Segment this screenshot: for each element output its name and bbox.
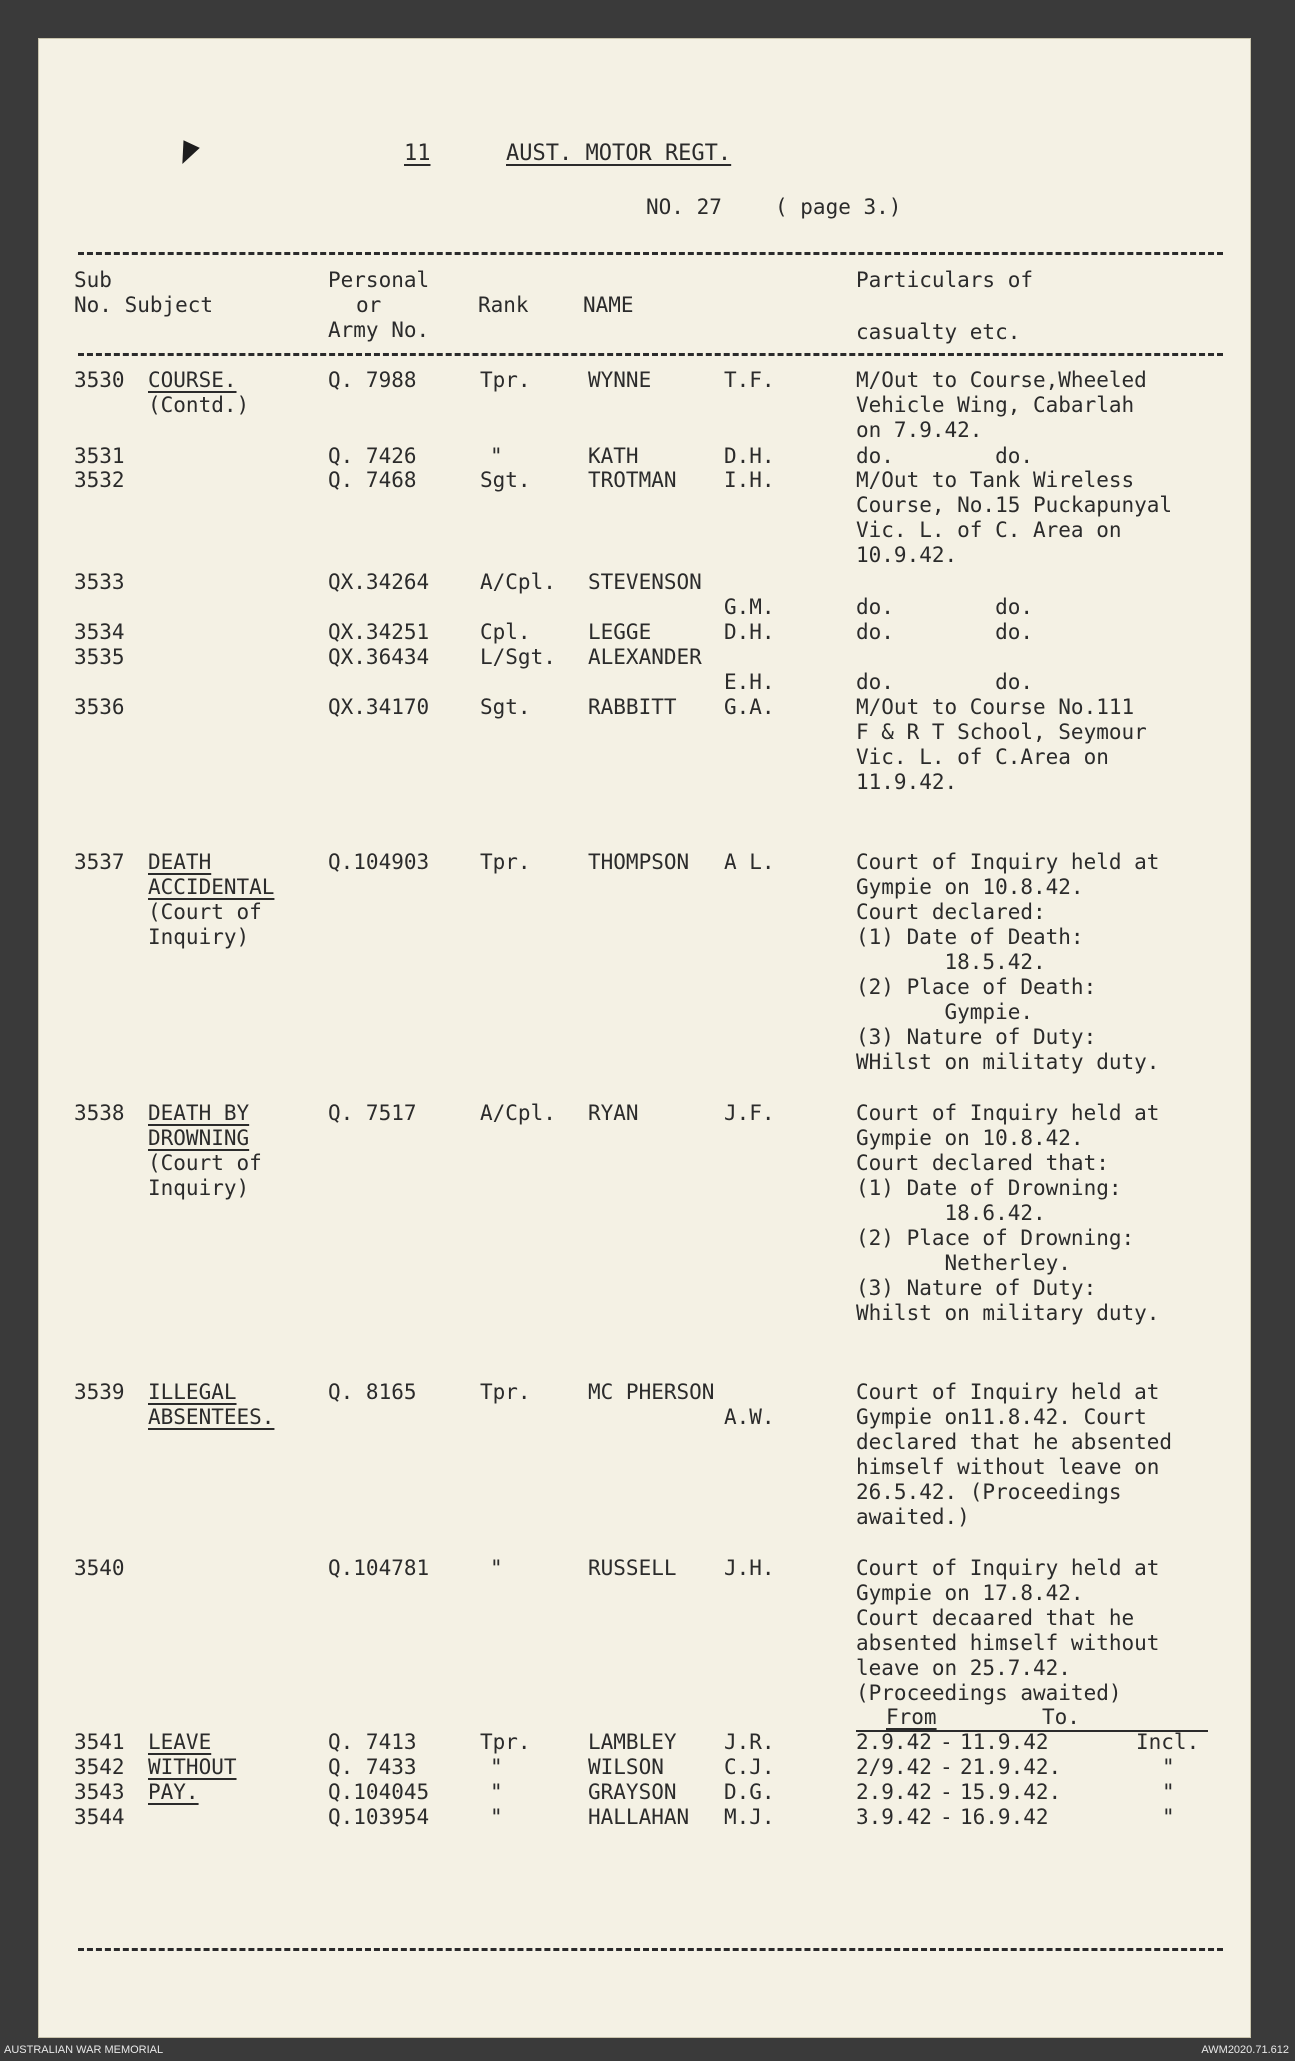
particulars-line: (2) Place of Drowning: xyxy=(856,1226,1135,1250)
particulars-line: Court of Inquiry held at xyxy=(856,1380,1160,1404)
subject-line: (Court of xyxy=(148,900,262,924)
initials: G.A. xyxy=(724,695,775,719)
surname: LAMBLEY xyxy=(588,1730,677,1754)
col-personal: Personal xyxy=(328,268,430,292)
initials: A L. xyxy=(724,850,775,874)
particulars-line: leave on 25.7.42. xyxy=(856,1656,1071,1680)
col-particulars: Particulars of xyxy=(856,268,1034,292)
particulars-line: himself without leave on xyxy=(856,1455,1160,1479)
particulars-line: awaited.) xyxy=(856,1505,970,1529)
rank: A/Cpl. xyxy=(480,570,556,594)
leave-from: 2.9.42 xyxy=(856,1730,932,1754)
army-no: Q. 7433 xyxy=(328,1755,417,1779)
sub-no: 3537 xyxy=(74,850,125,874)
particulars-line: WHilst on militaty duty. xyxy=(856,1050,1160,1074)
rank: " xyxy=(490,1780,503,1804)
army-no: Q.104781 xyxy=(328,1556,430,1580)
initials: C.J. xyxy=(724,1755,775,1779)
particulars-line: 10.9.42. xyxy=(856,543,958,567)
divider-top xyxy=(78,252,1223,255)
sub-no: 3543 xyxy=(74,1780,125,1804)
army-no: Q.104045 xyxy=(328,1780,430,1804)
leave-to: 15.9.42. xyxy=(960,1780,1062,1804)
sub-no: 3538 xyxy=(74,1101,125,1125)
rank: " xyxy=(490,444,503,468)
particulars-line: Gympie on 10.8.42. xyxy=(856,1126,1084,1150)
divider-bottom xyxy=(78,1948,1223,1951)
particulars-line: (1) Date of Drowning: xyxy=(856,1176,1122,1200)
subject-line: ILLEGAL xyxy=(148,1380,237,1404)
particulars-line: Vehicle Wing, Cabarlah xyxy=(856,393,1135,417)
rank: Tpr. xyxy=(480,368,531,392)
army-no: QX.36434 xyxy=(328,645,430,669)
particulars-line: do. do. xyxy=(856,595,1034,619)
initials: D.H. xyxy=(724,620,775,644)
particulars-line: Vic. L. of C.Area on xyxy=(856,745,1109,769)
particulars-line: Court declared that: xyxy=(856,1151,1109,1175)
col-or: or xyxy=(356,293,382,317)
surname: TROTMAN xyxy=(588,468,677,492)
rank: " xyxy=(490,1556,503,1580)
particulars-line: 26.5.42. (Proceedings xyxy=(856,1480,1122,1504)
initials: E.H. xyxy=(724,670,775,694)
subject-line: Inquiry) xyxy=(148,1176,250,1200)
sub-no: 3541 xyxy=(74,1730,125,1754)
sub-no: 3539 xyxy=(74,1380,125,1404)
leave-note: " xyxy=(1162,1780,1175,1804)
initials: A.W. xyxy=(724,1405,775,1429)
particulars-line: Netherley. xyxy=(856,1251,1071,1275)
particulars-line: M/Out to Course,Wheeled xyxy=(856,368,1147,392)
rank: Tpr. xyxy=(480,1380,531,1404)
subject-line: Inquiry) xyxy=(148,925,250,949)
surname: GRAYSON xyxy=(588,1780,677,1804)
leave-note: " xyxy=(1162,1755,1175,1779)
particulars-line: (2) Place of Death: xyxy=(856,975,1097,999)
archive-credit: AUSTRALIAN WAR MEMORIAL xyxy=(4,2044,164,2056)
subject-line: COURSE. xyxy=(148,368,237,392)
subject-line: WITHOUT xyxy=(148,1755,237,1779)
subject-line: DEATH xyxy=(148,850,212,874)
particulars-line: Court declared: xyxy=(856,900,1046,924)
page-indicator: ( page 3.) xyxy=(775,195,902,219)
particulars-line: M/Out to Tank Wireless xyxy=(856,468,1135,492)
unit-title: AUST. MOTOR REGT. xyxy=(506,141,732,166)
initials: T.F. xyxy=(724,368,775,392)
leave-to: 21.9.42. xyxy=(960,1755,1062,1779)
leave-dash: - xyxy=(940,1780,953,1804)
army-no: Q. 8165 xyxy=(328,1380,417,1404)
surname: RUSSELL xyxy=(588,1556,677,1580)
sub-no: 3534 xyxy=(74,620,125,644)
rank: A/Cpl. xyxy=(480,1101,556,1125)
sub-no: 3536 xyxy=(74,695,125,719)
particulars-line: on 7.9.42. xyxy=(856,418,983,442)
particulars-line: 18.6.42. xyxy=(856,1201,1046,1225)
surname: WYNNE xyxy=(588,368,652,392)
surname: MC PHERSON xyxy=(588,1380,715,1404)
leave-note: Incl. xyxy=(1136,1730,1200,1754)
sub-no: 3531 xyxy=(74,444,125,468)
subject-line: (Court of xyxy=(148,1151,262,1175)
leave-to: 11.9.42 xyxy=(960,1730,1049,1754)
rank: L/Sgt. xyxy=(480,645,556,669)
rank: Sgt. xyxy=(480,468,531,492)
particulars-line: (Proceedings awaited) xyxy=(856,1681,1122,1705)
initials: M.J. xyxy=(724,1805,775,1829)
col-sub: Sub xyxy=(74,268,112,292)
subject-line: LEAVE xyxy=(148,1730,212,1754)
sub-no: 3542 xyxy=(74,1755,125,1779)
army-no: QX.34251 xyxy=(328,620,430,644)
surname: ALEXANDER xyxy=(588,645,702,669)
subject-line: ABSENTEES. xyxy=(148,1405,275,1429)
sub-no: 3540 xyxy=(74,1556,125,1580)
army-no: QX.34170 xyxy=(328,695,430,719)
particulars-line: 18.5.42. xyxy=(856,950,1046,974)
particulars-line: Whilst on military duty. xyxy=(856,1301,1160,1325)
army-no: Q. 7426 xyxy=(328,444,417,468)
sub-no: 3532 xyxy=(74,468,125,492)
subject-line: (Contd.) xyxy=(148,393,250,417)
surname: LEGGE xyxy=(588,620,652,644)
surname: HALLAHAN xyxy=(588,1805,690,1829)
col-name: NAME xyxy=(583,293,634,317)
particulars-line: Gympie on 17.8.42. xyxy=(856,1581,1084,1605)
leave-from: 2.9.42 xyxy=(856,1780,932,1804)
particulars-line: (1) Date of Death: xyxy=(856,925,1084,949)
surname: STEVENSON xyxy=(588,570,702,594)
particulars-line: Court decaared that he xyxy=(856,1606,1135,1630)
initials: J.H. xyxy=(724,1556,775,1580)
initials: J.F. xyxy=(724,1101,775,1125)
initials: D.G. xyxy=(724,1780,775,1804)
leave-dash: - xyxy=(940,1730,953,1754)
particulars-line: Gympie on11.8.42. Court xyxy=(856,1405,1147,1429)
unit-number: 11 xyxy=(404,141,431,166)
col-no-subject: No. Subject xyxy=(74,293,214,317)
sub-no: 3533 xyxy=(74,570,125,594)
rank: " xyxy=(490,1805,503,1829)
particulars-line: Court of Inquiry held at xyxy=(856,850,1160,874)
initials: D.H. xyxy=(724,444,775,468)
army-no: Q. 7988 xyxy=(328,368,417,392)
leave-dash: - xyxy=(940,1805,953,1829)
rank: Cpl. xyxy=(480,620,531,644)
army-no: Q. 7468 xyxy=(328,468,417,492)
col-casualty: casualty etc. xyxy=(856,320,1021,344)
surname: RYAN xyxy=(588,1101,639,1125)
surname: THOMPSON xyxy=(588,850,690,874)
particulars-line: do. do. xyxy=(856,670,1034,694)
document-page xyxy=(38,38,1251,2038)
sub-no: 3535 xyxy=(74,645,125,669)
subject-line: ACCIDENTAL xyxy=(148,875,275,899)
leave-from: 2/9.42 xyxy=(856,1755,932,1779)
surname: RABBITT xyxy=(588,695,677,719)
particulars-line: 11.9.42. xyxy=(856,770,958,794)
particulars-line: Court of Inquiry held at xyxy=(856,1556,1160,1580)
initials: I.H. xyxy=(724,468,775,492)
particulars-line: Gympie on 10.8.42. xyxy=(856,875,1084,899)
rank: " xyxy=(490,1755,503,1779)
particulars-line: Court of Inquiry held at xyxy=(856,1101,1160,1125)
order-number: NO. 27 xyxy=(646,195,722,219)
particulars-line: Gympie. xyxy=(856,1000,1034,1024)
sub-no: 3530 xyxy=(74,368,125,392)
surname: WILSON xyxy=(588,1755,664,1779)
army-no: QX.34264 xyxy=(328,570,430,594)
rank: Sgt. xyxy=(480,695,531,719)
rank: Tpr. xyxy=(480,850,531,874)
subject-line: DROWNING xyxy=(148,1126,250,1150)
particulars-line: do. do. xyxy=(856,620,1034,644)
initials: G.M. xyxy=(724,595,775,619)
leave-to-header: To. xyxy=(1042,1705,1080,1729)
subject-line: DEATH BY xyxy=(148,1101,250,1125)
particulars-line: declared that he absented xyxy=(856,1430,1173,1454)
initials: J.R. xyxy=(724,1730,775,1754)
particulars-line: Course, No.15 Puckapunyal xyxy=(856,493,1173,517)
rank: Tpr. xyxy=(480,1730,531,1754)
leave-from: 3.9.42 xyxy=(856,1805,932,1829)
army-no: Q.104903 xyxy=(328,850,430,874)
particulars-line: Vic. L. of C. Area on xyxy=(856,518,1122,542)
leave-to: 16.9.42 xyxy=(960,1805,1049,1829)
sub-no: 3544 xyxy=(74,1805,125,1829)
particulars-line: absented himself without xyxy=(856,1631,1160,1655)
army-no: Q. 7413 xyxy=(328,1730,417,1754)
particulars-line: (3) Nature of Duty: xyxy=(856,1276,1097,1300)
ink-mark xyxy=(174,140,200,168)
leave-note: " xyxy=(1162,1805,1175,1829)
subject-line: PAY. xyxy=(148,1780,199,1804)
col-rank: Rank xyxy=(478,293,529,317)
particulars-line: do. do. xyxy=(856,444,1034,468)
particulars-line: F & R T School, Seymour xyxy=(856,720,1147,744)
particulars-line: (3) Nature of Duty: xyxy=(856,1025,1097,1049)
archive-reference: AWM2020.71.612 xyxy=(1201,2044,1289,2056)
particulars-line: M/Out to Course No.111 xyxy=(856,695,1135,719)
leave-from-header: From xyxy=(886,1705,937,1729)
divider-header xyxy=(78,353,1223,356)
army-no: Q.103954 xyxy=(328,1805,430,1829)
col-army-no: Army No. xyxy=(328,318,430,342)
surname: KATH xyxy=(588,444,639,468)
leave-dash: - xyxy=(940,1755,953,1779)
army-no: Q. 7517 xyxy=(328,1101,417,1125)
